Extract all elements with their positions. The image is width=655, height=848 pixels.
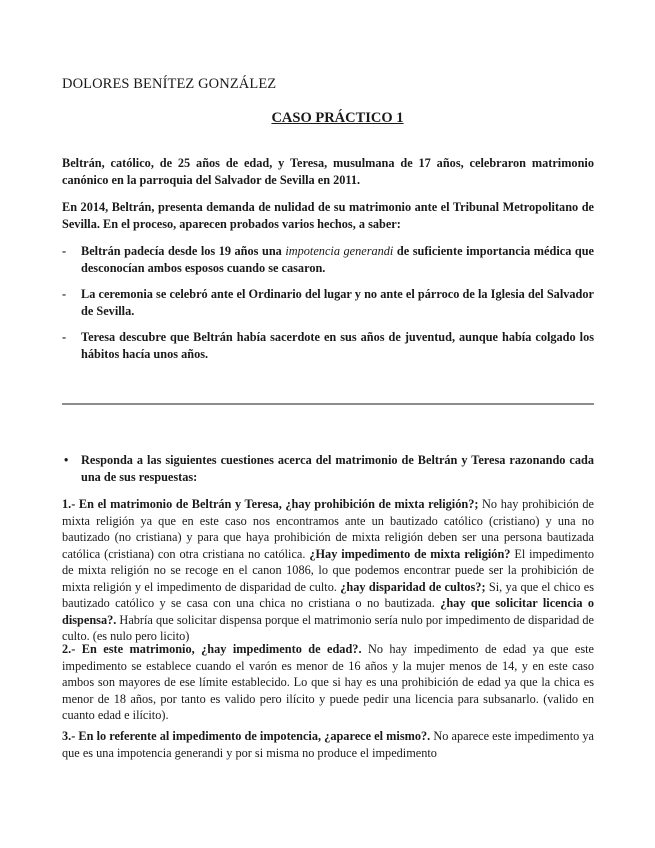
answer-1-text-2: El impedimento de mixta religión no se recoge en el canon 1086, lo que podemos encontrar puede ser la prohibición de mixta religión y el impedimento de disparidad de culto. bbox=[62, 546, 595, 594]
author-name: DOLORES BENÍTEZ GONZÁLEZ bbox=[62, 76, 277, 92]
answer-1-text-4: Habría que solicitar dispensa porque el matrimonio sería nulo por impedimento de disparidad de culto. (es nulo pero licito) bbox=[62, 612, 594, 643]
questions-intro-text: Responda a las siguientes cuestiones acerca del matrimonio de Beltrán y Teresa razonando cada una de sus respuestas: bbox=[81, 453, 594, 484]
dash-marker: - bbox=[62, 287, 67, 301]
dash-marker: - bbox=[62, 330, 67, 344]
answer-1-question-4: ¿hay que solicitar licencia o dispensa?. bbox=[62, 596, 594, 627]
fact-1-part-a: Beltrán padecía desde los 19 años una bbox=[81, 244, 286, 258]
answer-1-text-3: Si, ya que el chico es bautizado católico y se casa con una chica no cristiana o no bautizada. bbox=[62, 579, 594, 610]
intro-paragraph-1: Beltrán, católico, de 25 años de edad, y Teresa, musulmana de 17 años, celebraron matrimonio canónico en la parroquia del Salvador de Sevilla en 2011. bbox=[62, 156, 594, 187]
dash-marker: - bbox=[62, 244, 67, 258]
fact-item-2 bbox=[62, 286, 594, 320]
questions-intro bbox=[62, 452, 594, 486]
answer-2 bbox=[62, 641, 594, 724]
fact-1-part-b: de suficiente importancia médica que desconocían ambos esposos cuando se casaron. bbox=[81, 244, 595, 275]
horizontal-divider bbox=[62, 403, 594, 405]
fact-item-1 bbox=[62, 243, 594, 277]
fact-1-italic: impotencia generandi bbox=[285, 244, 394, 258]
answer-1-text-1: No hay prohibición de mixta religión ya que en este caso nos encontramos ante un bautizado católico (cristiano) y una no bautizado (no cristiana) y para que haya prohibición de mixta religión deben ser una persona bautizada católica (cristiana) con otra cristiana no católica. bbox=[62, 497, 594, 561]
answer-2-question: 2.- En este matrimonio, ¿hay impedimento de edad?. bbox=[62, 642, 362, 656]
bullet-icon: • bbox=[64, 453, 69, 467]
answer-2-text: No hay impedimento de edad ya que este impedimento se establece cuando el varón es menor de 16 años y la mujer menos de 14, y en este caso ambos son mayores de ese límite establecido. Lo que si hay es una prohibición de edad ya que la chica es menor de 18 años, por tanto es valido pero ilícito y puede pedir una licencia para subsanarlo. (valido en cuanto edad e ilícito). bbox=[62, 642, 594, 722]
answer-1 bbox=[62, 496, 594, 645]
answer-1-question-1: 1.- En el matrimonio de Beltrán y Teresa, ¿hay prohibición de mixta religión?; bbox=[62, 497, 479, 511]
fact-text-1 bbox=[81, 243, 594, 277]
fact-text-2: La ceremonia se celebró ante el Ordinario del lugar y no ante el párroco de la Iglesia del Salvador de Sevilla. bbox=[81, 287, 594, 318]
answer-3-question: 3.- En lo referente al impedimento de impotencia, ¿aparece el mismo?. bbox=[62, 729, 431, 743]
answer-1-question-3: ¿hay disparidad de cultos?; bbox=[340, 579, 486, 594]
fact-text-3: Teresa descubre que Beltrán había sacerdote en sus años de juventud, aunque había colgado los hábitos hacía unos años. bbox=[81, 330, 594, 361]
fact-item-3 bbox=[62, 329, 594, 363]
intro-paragraph-2: En 2014, Beltrán, presenta demanda de nulidad de su matrimonio ante el Tribunal Metropolitano de Sevilla. En el proceso, aparecen probados varios hechos, a saber: bbox=[62, 200, 594, 231]
answer-3-text: No aparece este impedimento ya que es una impotencia generandi y por si misma no produce el impedimento bbox=[62, 729, 595, 760]
document-title: CASO PRÁCTICO 1 bbox=[271, 110, 404, 126]
answer-3 bbox=[62, 728, 594, 761]
answer-1-question-2: ¿Hay impedimento de mixta religión? bbox=[309, 546, 511, 561]
